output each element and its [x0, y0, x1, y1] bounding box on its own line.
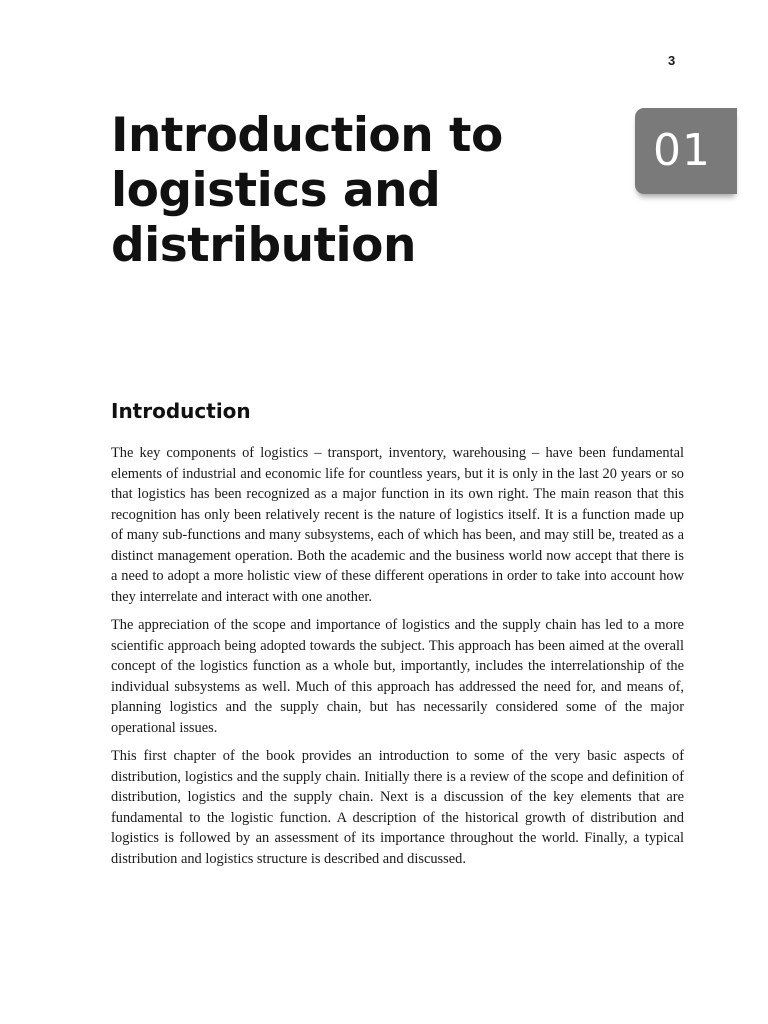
section-heading: Introduction	[111, 399, 251, 423]
chapter-title-line-1: Introduction to	[111, 108, 503, 163]
paragraph-2: The appreciation of the scope and importance of logistics and the supply chain has led to a more scientific approach being adopted towards the subject. This approach has been aimed at the overall concept of the logistics function as a whole but, importantly, includes the interrelationship of the individual subsystems as well. Much of this approach has addressed the need for, and means of, planning logistics and the supply chain, but has necessarily considered some of the major operational issues.	[111, 617, 684, 736]
chapter-title	[111, 108, 591, 273]
page-number: 3	[668, 53, 676, 68]
chapter-number-tab: 01	[635, 108, 737, 194]
chapter-title-line-3: distribution	[111, 218, 416, 273]
paragraph-1: The key components of logistics – transport, inventory, warehousing – have been fundamental elements of industrial and economic life for countless years, but it is only in the last 20 years or so that logistics has been recognized as a major function in its own right. The main reason that this recognition has only been relatively recent is the nature of logistics itself. It is a function made up of many sub-functions and many subsystems, each of which has been, and may still be, treated as a distinct management operation. Both the academic and the business world now accept that there is a need to adopt a more holistic view of these different operations in order to take into account how they interrelate and interact with one another.	[111, 445, 684, 605]
chapter-title-line-2: logistics and	[111, 163, 441, 218]
body-text	[111, 443, 684, 877]
paragraph-3: This first chapter of the book provides an introduction to some of the very basic aspects of distribution, logistics and the supply chain. Initially there is a review of the scope and definition of distribution, logistics and the supply chain. Next is a discussion of the key elements that are fundamental to the logistic function. A description of the historical growth of distribution and logistics is followed by an assessment of its importance throughout the world. Finally, a typical distribution and logistics structure is described and discussed.	[111, 748, 684, 867]
